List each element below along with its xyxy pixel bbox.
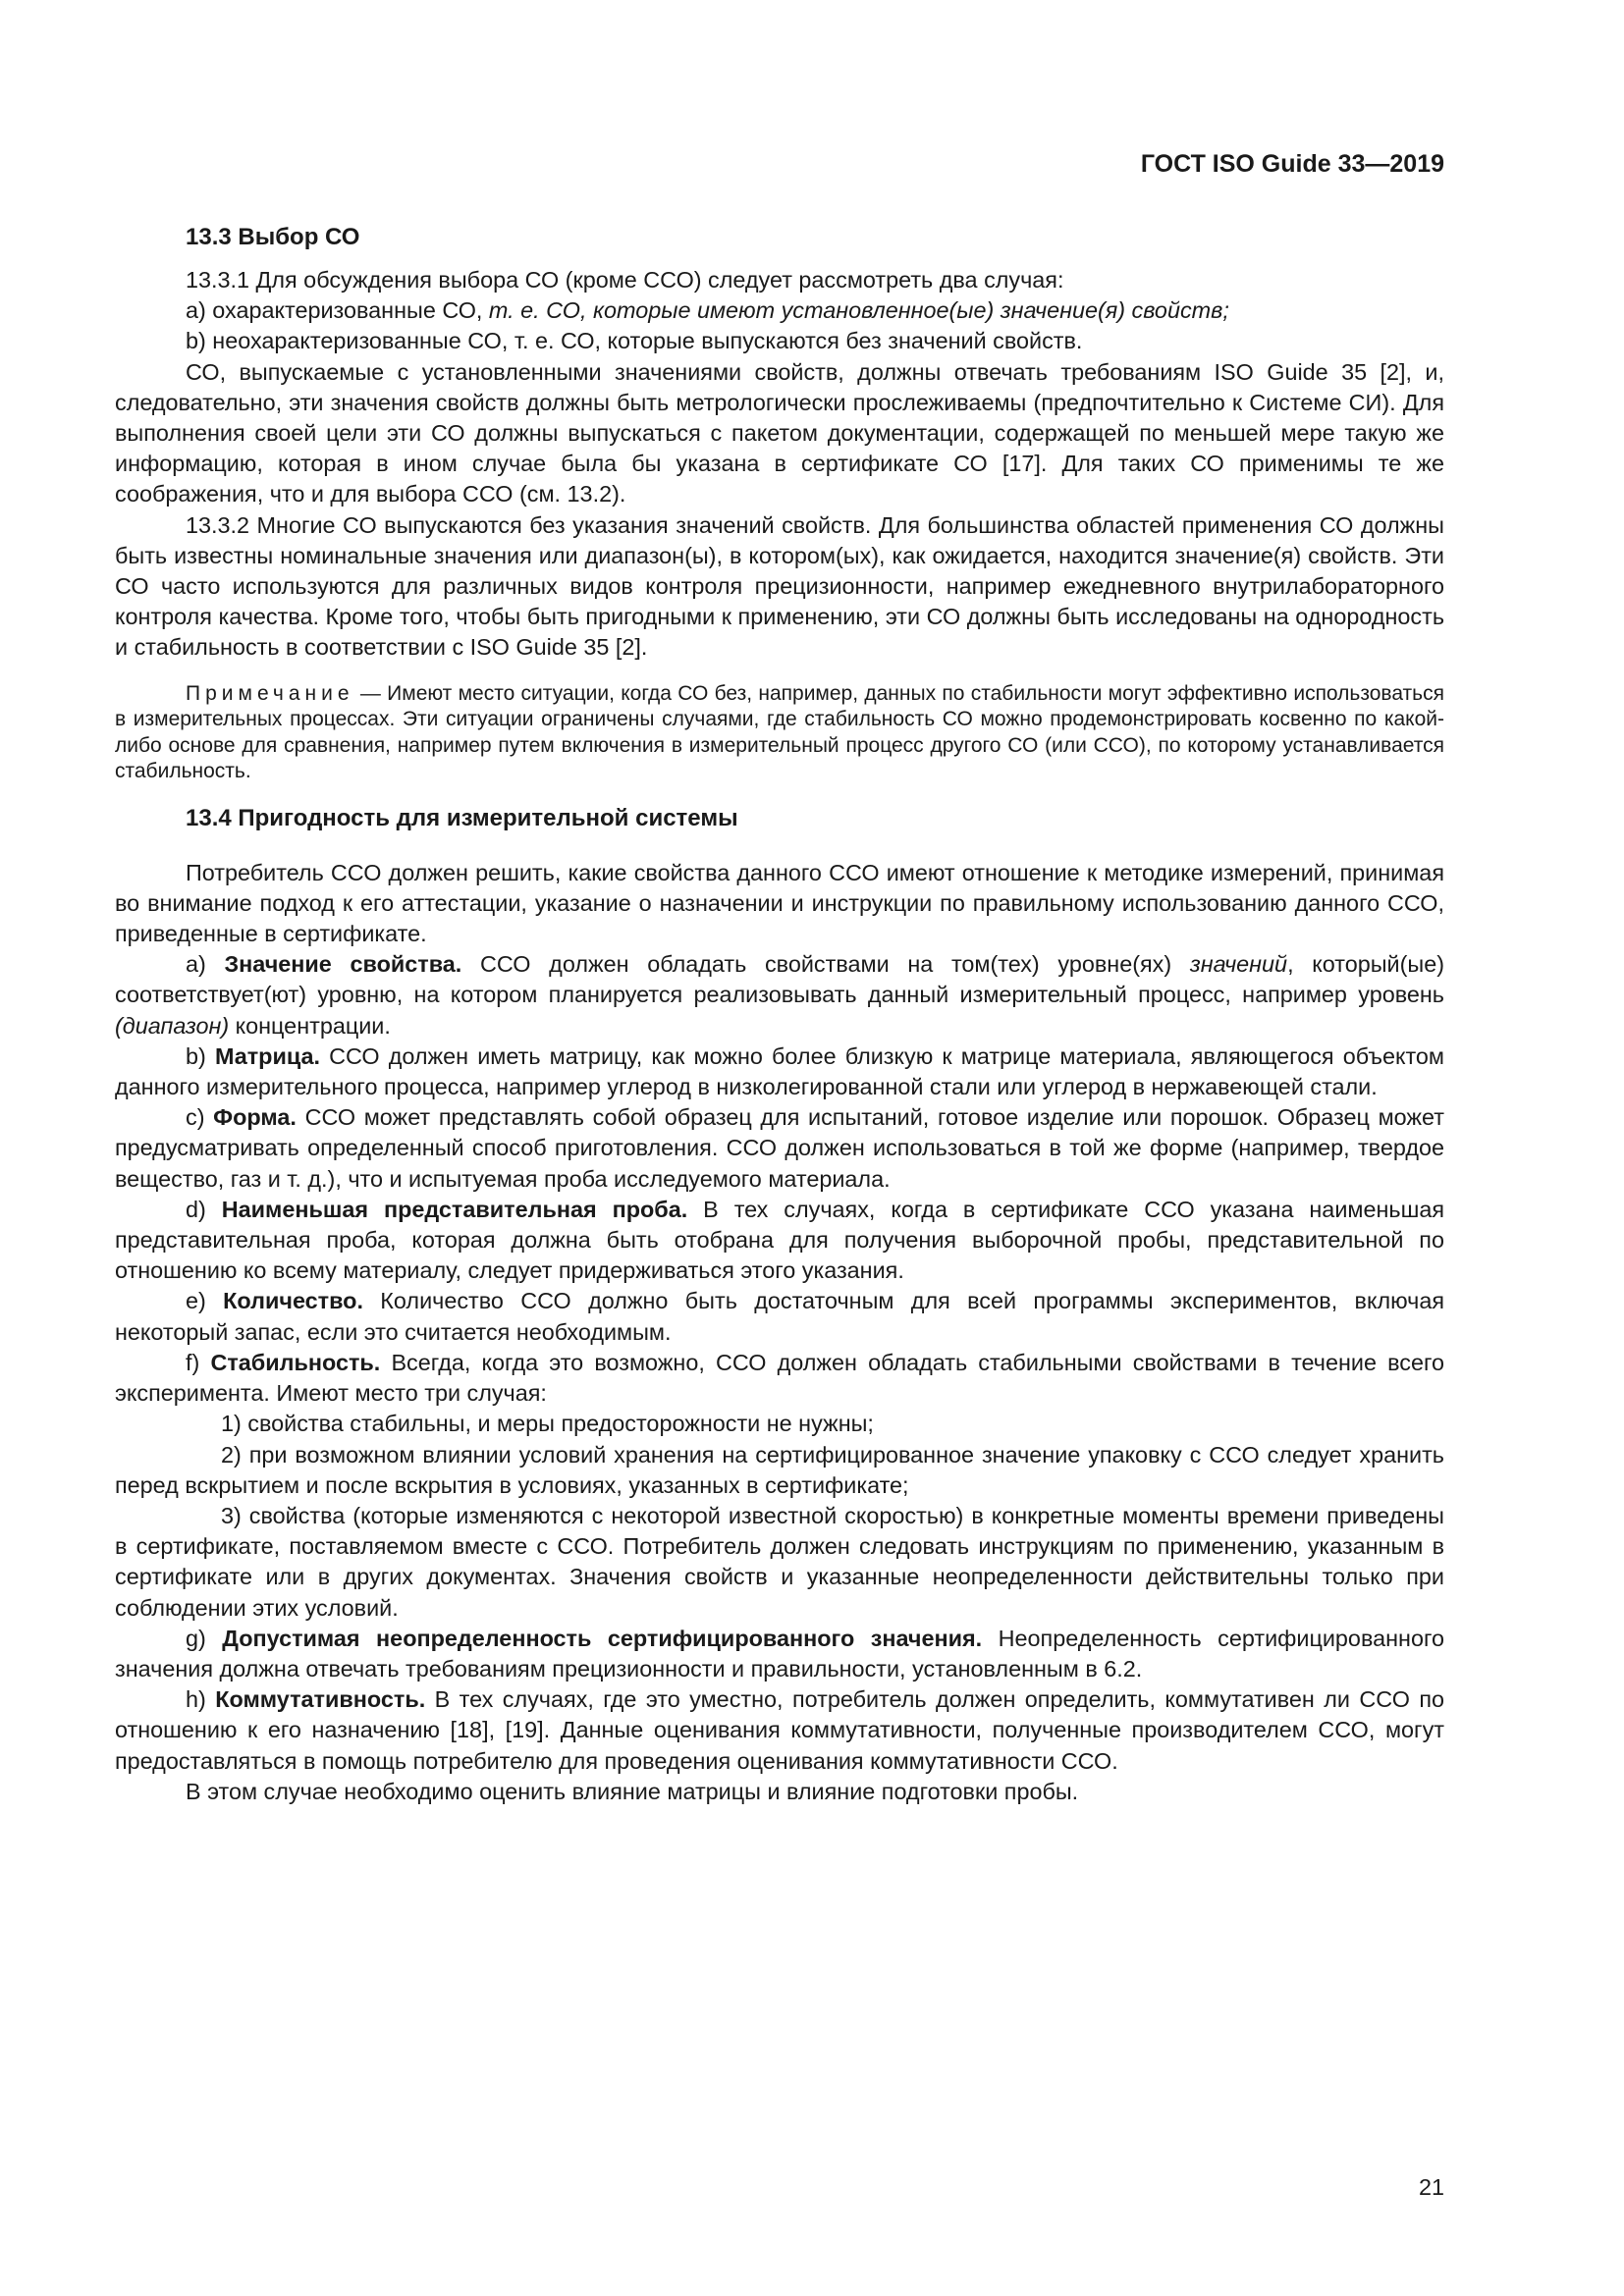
criterion-g-title: Допустимая неопределенность сертифицированного значения.	[222, 1625, 983, 1651]
criterion-a-italic-2: (диапазон)	[115, 1012, 230, 1039]
list-item-a	[115, 295, 1444, 326]
criterion-f-text: Всегда, когда это возможно, ССО должен обладать стабильными свойствами в течение всего эксперимента. Имеют место три случая:	[115, 1349, 1444, 1407]
criterion-d-text: В тех случаях, когда в сертификате ССО указана наименьшая представительная проба, которая должна быть отобрана для получения выборочной пробы, представительной по отношению ко всему материалу, следует придерживаться этого указания.	[115, 1196, 1445, 1284]
criterion-d	[115, 1195, 1444, 1287]
criterion-h-text: В тех случаях, где это уместно, потребитель должен определить, коммутативен ли ССО по отношению к его назначению [18], [19]. Данные оценивания коммутативности, полученные производителем ССО, могут предоставляться в помощь потребителю для проведения оценивания коммутативности ССО.	[115, 1686, 1444, 1774]
criterion-a-text-3: концентрации.	[229, 1012, 391, 1039]
stability-case-2: 2) при возможном влиянии условий хранения на сертифицированное значение упаковку с ССО следует хранить перед вскрытием и после вскрытия в условиях, указанных в сертификате;	[115, 1441, 1444, 1498]
criterion-g	[115, 1624, 1444, 1684]
criterion-c	[115, 1102, 1444, 1195]
page-number: 21	[1418, 2174, 1444, 2200]
section-13-4-title: 13.4 Пригодность для измерительной системы	[186, 804, 738, 831]
paragraph-13-4-intro: Потребитель ССО должен решить, какие свойства данного ССО имеют отношение к методике измерений, принимая во внимание подход к его аттестации, указание о назначении и инструкции по правильному использованию данного ССО, приведенные в сертификате.	[115, 859, 1444, 947]
criterion-c-text: ССО может представлять собой образец для испытаний, готовое изделие или порошок. Образец может предусматривать определенный способ приготовления. ССО должен использоваться в той же форме (например, твердое вещество, газ и т. д.), что и испытуемая проба исследуемого материала.	[115, 1104, 1445, 1192]
stability-case-3: 3) свойства (которые изменяются с некоторой известной скоростью) в конкретные моменты времени приведены в сертификате, поставляемом вместе с ССО. Потребитель должен следовать инструкциям по применению, указанным в сертификате или в других документах. Значения свойств и указанные неопределенности действительны только при соблюдении этих условий.	[115, 1502, 1444, 1621]
criterion-b-text: ССО должен иметь матрицу, как можно более близкую к матрице материала, являющегося объектом данного измерительного процесса, например углерод в низколегированной стали или углерод в нержавеющей стали.	[115, 1042, 1444, 1100]
criterion-h	[115, 1684, 1444, 1777]
criterion-f-title: Стабильность.	[210, 1349, 381, 1375]
criterion-d-prefix: d)	[186, 1196, 222, 1222]
criterion-h-prefix: h)	[186, 1686, 216, 1713]
section-13-3	[115, 222, 1444, 785]
criterion-f	[115, 1348, 1444, 1409]
criterion-c-prefix: c)	[186, 1104, 214, 1131]
paragraph-13-3-1: 13.3.1 Для обсуждения выбора СО (кроме ССО) следует рассмотреть два случая:	[186, 267, 1064, 293]
criterion-a-title: Значение свойства.	[224, 951, 462, 978]
criterion-a-text-2: , который(ые) соответствует(ют) уровню, на котором планируется реализовывать данный измерительный процесс, например уровень	[115, 951, 1445, 1008]
criterion-e-prefix: e)	[186, 1288, 224, 1314]
criterion-d-title: Наименьшая представительная проба.	[221, 1196, 688, 1222]
criterion-e	[115, 1286, 1444, 1347]
paragraph-co-with-values: СО, выпускаемые с установленными значениями свойств, должны отвечать требованиям ISO Guide 35 [2], и, следовательно, эти значения свойств должны быть метрологически прослеживаемы (предпочтительно к Системе СИ). Для выполнения своей цели эти СО должны выпускаться с пакетом документации, содержащей по меньшей мере такую же информацию, которая в ином случае была бы указана в сертификате СО [17]. Для таких СО применимы те же соображения, что и для выбора ССО (см. 13.2).	[115, 358, 1444, 507]
section-13-3-title: 13.3 Выбор СО	[186, 224, 360, 250]
paragraph-13-3-2: 13.3.2 Многие СО выпускаются без указания значений свойств. Для большинства областей применения СО должны быть известны номинальные значения или диапазон(ы), в котором(ых), как ожидается, находится значение(я) свойств. Эти СО часто используются для различных видов контроля прецизионности, например ежедневного внутрилабораторного контроля качества. Кроме того, чтобы быть пригодными к применению, эти СО должны быть исследованы на однородность и стабильность в соответствии с ISO Guide 35 [2].	[115, 511, 1444, 661]
list-item-a-italic: т. е. СО, которые имеют установленное(ые) значение(я) свойств;	[488, 297, 1229, 324]
criterion-g-text: Неопределенность сертифицированного значения должна отвечать требованиям прецизионности и правильности, установленным в 6.2.	[115, 1625, 1444, 1682]
criterion-a-prefix: a)	[186, 951, 225, 978]
criterion-g-prefix: g)	[186, 1625, 223, 1651]
criterion-b-title: Матрица.	[214, 1042, 321, 1069]
criterion-e-text: Количество ССО должно быть достаточным для всей программы экспериментов, включая некоторый запас, если это считается необходимым.	[115, 1288, 1444, 1345]
criterion-h-title: Коммутативность.	[215, 1686, 426, 1713]
criterion-b	[115, 1041, 1444, 1102]
note-text: — Имеют место ситуации, когда СО без, например, данных по стабильности могут эффективно использоваться в измерительных процессах. Эти ситуации ограничены случаями, где стабильность СО можно продемонстрировать косвенно по какой-либо основе для сравнения, например путем включения в измерительный процесс другого СО (или ССО), по которому устанавливается стабильность.	[115, 681, 1444, 783]
criterion-a	[115, 949, 1444, 1041]
criterion-f-prefix: f)	[186, 1349, 211, 1375]
criterion-a-italic-1: значений	[1189, 951, 1288, 978]
list-item-b: b) неохарактеризованные СО, т. е. СО, которые выпускаются без значений свойств.	[186, 328, 1083, 354]
stability-case-1: 1) свойства стабильны, и меры предосторожности не нужны;	[221, 1411, 874, 1437]
criterion-b-prefix: b)	[186, 1042, 215, 1069]
closing-paragraph: В этом случае необходимо оценить влияние матрицы и влияние подготовки пробы.	[186, 1778, 1079, 1804]
criterion-a-text-1: ССО должен обладать свойствами на том(тех) уровне(ях)	[461, 951, 1190, 978]
list-item-a-prefix: a) охарактеризованные СО,	[186, 297, 489, 324]
standard-designation-header: ГОСТ ISO Guide 33—2019	[1140, 150, 1444, 178]
criterion-e-title: Количество.	[223, 1288, 363, 1314]
section-13-4	[115, 803, 1444, 1807]
note-label: Примечание	[186, 681, 354, 705]
note-block	[115, 681, 1444, 785]
criterion-c-title: Форма.	[213, 1104, 297, 1131]
